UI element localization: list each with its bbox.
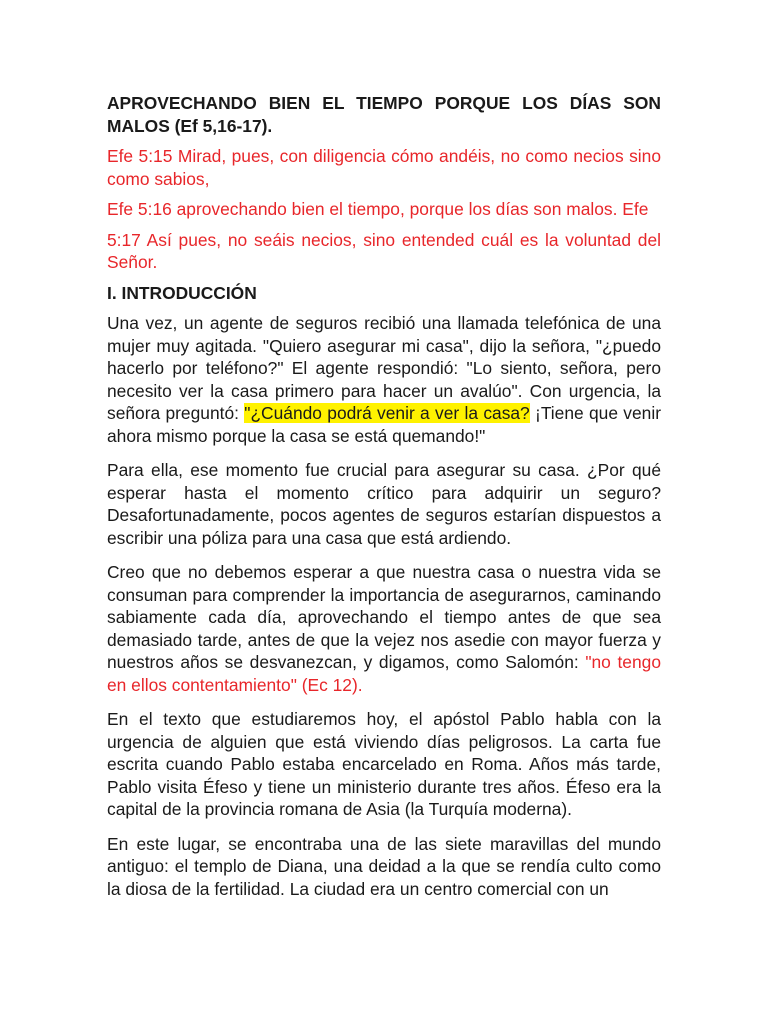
verse-5-16: Efe 5:16 aprovechando bien el tiempo, porque los días son malos. Efe xyxy=(107,199,649,219)
paragraph-insurance-story xyxy=(107,312,661,447)
paragraph-3-text: Creo que no debemos esperar a que nuestra casa o nuestra vida se consuman para comprender la importancia de asegurarnos, caminando sabiamente cada día, aprovechando el tiempo antes de que sea demasiado tarde, antes de que la vejez nos asedie con mayor fuerza y nuestros años se desvanezcan, y digamos, como Salomón: xyxy=(107,562,661,672)
paragraph-1-ending: ¡Tiene que venir ahora mismo porque la casa se está quemando!" xyxy=(107,403,661,446)
paragraph-1-text: Una vez, un agente de seguros recibió una llamada telefónica de una mujer muy agitada. "Quiero asegurar mi casa", dijo la señora, "¿puedo hacerlo por teléfono?" El agente respondió: "Lo siento, señora, pero necesito ver la casa primero para hacer un avalúo". Con urgencia, la señora preguntó: xyxy=(107,313,661,423)
document-page xyxy=(107,92,661,912)
paragraph-pablo-efeso: En el texto que estudiaremos hoy, el apóstol Pablo habla con la urgencia de alguien que está viviendo días peligrosos. La carta fue escrita cuando Pablo estaba encarcelado en Roma. Años más tarde, Pablo visita Éfeso y tiene un ministerio durante tres años. Éfeso era la capital de la provincia romana de Asia (la Turquía moderna). xyxy=(107,709,661,819)
verse-5-15: Efe 5:15 Mirad, pues, con diligencia cómo andéis, no como necios sino como sabios, xyxy=(107,146,661,189)
paragraph-templo-diana: En este lugar, se encontraba una de las siete maravillas del mundo antiguo: el templo de Diana, una deidad a la que se rendía culto como la diosa de la fertilidad. La ciudad era un centro comercial con un xyxy=(107,833,661,899)
salomon-quote: "no tengo en ellos contentamiento" (Ec 12). xyxy=(107,652,661,695)
paragraph-salomon xyxy=(107,561,661,696)
document-title: APROVECHANDO BIEN EL TIEMPO PORQUE LOS DÍAS SON MALOS (Ef 5,16-17). xyxy=(107,93,661,136)
highlighted-question: "¿Cuándo podrá venir a ver la casa? xyxy=(244,403,530,423)
section-heading-introduccion: I. INTRODUCCIÓN xyxy=(107,282,257,303)
paragraph-crucial-moment: Para ella, ese momento fue crucial para asegurar su casa. ¿Por qué esperar hasta el momento crítico para adquirir un seguro? Desafortunadamente, pocos agentes de seguros estarían dispuestos a escribir una póliza para una casa que está ardiendo. xyxy=(107,460,661,548)
verse-5-17: 5:17 Así pues, no seáis necios, sino entended cuál es la voluntad del Señor. xyxy=(107,229,661,272)
